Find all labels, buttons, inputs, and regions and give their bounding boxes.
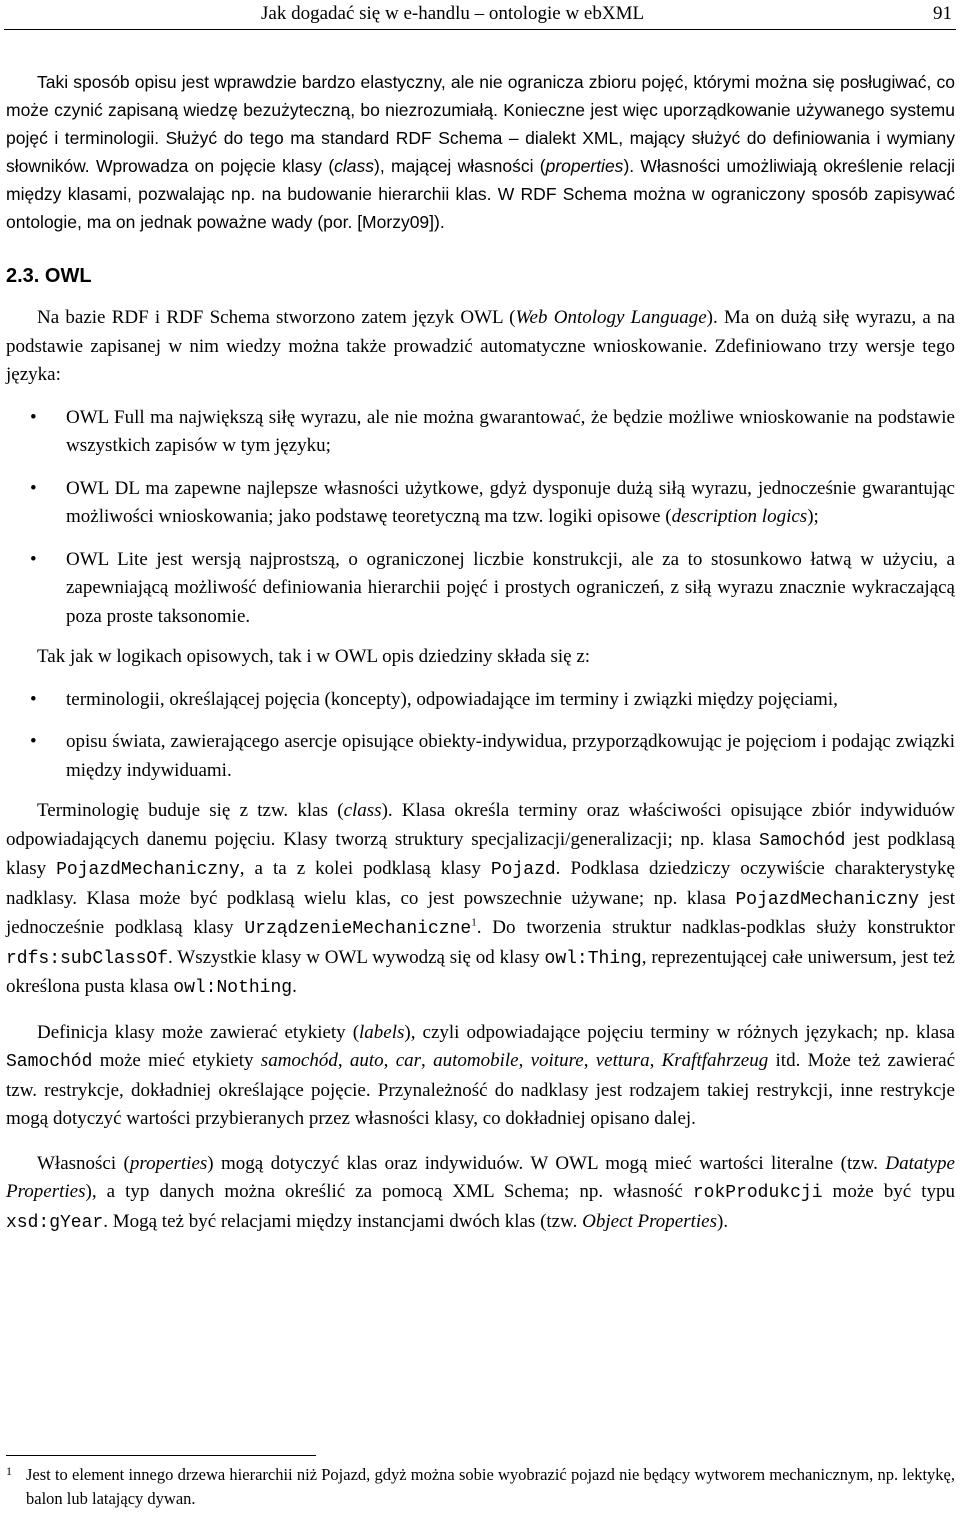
footnote-text: Jest to element innego drzewa hierarchii niż Pojazd, gdyż można sobie wyobrazić pojazd nie będący wytworem mechanicznym, np. lektykę, balon lub latający dywan. [26,1465,955,1508]
bullet: • [30,406,37,428]
terminology-paragraph: Terminologię buduje się z tzw. klas (class). Klasa określa terminy oraz właściwości opisujące zbiór indywiduów odpowiadających danemu pojęciu. Klasy tworzą struktury specjalizacji/generalizacji; np. klasa Samochód jest podklasą klasy PojazdMechaniczny, a ta z kolei podklasą klasy Pojazd. Podklasa dziedziczy oczywiście charakterystykę nadklasy. Klasa może być podklasą wielu klas, co jest powszechnie używane; np. klasa PojazdMechaniczny jest jednocześnie podklasą klasy UrządzenieMechaniczne$^1$. Do tworzenia struktur nadklas-podklas służy konstruktor rdfs:subClassOf. Wszystkie klasy w OWL wywodzą się od klasy owl:Thing, reprezentującej całe uniwersum, jest też określona pusta klasa owl:Nothing. [6,800,955,998]
footnote-reference: 1 [471,916,477,929]
owl-intro-paragraph: Na bazie RDF i RDF Schema stworzono zatem język OWL (Web Ontology Language). Ma on dużą siłę wyrazu, a na podstawie zapisanej w nim wiedzy można także prowadzić automatyczne wnioskowanie. Zdefiniowano trzy wersje tego języka: [6,307,955,385]
list-item: • terminologii, określającej pojęcia (koncepty), odpowiadające im terminy i związki między pojęciami, [6,686,955,715]
list-item: • OWL Full ma największą siłę wyrazu, ale nie można gwarantować, że będzie możliwe wnioskowanie na podstawie wszystkich zapisów w tym języku; [6,404,955,461]
bullet: • [30,548,37,570]
footnote-rule [6,1455,316,1456]
labels-paragraph: Definicja klasy może zawierać etykiety (labels), czyli odpowiadające pojęciu terminy w różnych językach; np. klasa Samochód może mieć etykiety samochód, auto, car, automobile, voiture, vettura, Kraftfahrzeug itd. Może też zawierać tzw. restrykcje, dokładniej określające pojęcie. Przynależność do nadklasy jest rodzajem takiej restrykcji, inne restrykcje mogą dotyczyć wartości przybieranych przez własności klasy, co dokładniej opisano dalej. [6,1021,956,1129]
bullet: • [30,731,37,752]
domain-intro-paragraph: Tak jak w logikach opisowych, tak i w OWL opis dziedziny składa się z: [37,646,591,667]
page-number: 91 [933,3,952,24]
list-item: • OWL DL ma zapewne najlepsze własności użytkowe, gdyż dysponuje dużą siłą wyrazu, jednocześnie gwarantując możliwości wnioskowania; jako podstawę teoretyczną ma tzw. logiki opisowe (description logics); [6,475,955,532]
header-rule [4,29,956,30]
list-item: • OWL Lite jest wersją najprostszą, o ograniczonej liczbie konstrukcji, ale za to stosunkowo łatwą w użyciu, a zapewniającą możliwość definiowania hierarchii pojęć i prostych ograniczeń, z siłą wyrazu znacznie wykraczającą poza proste taksonomie. [6,546,955,632]
footnote [6,1463,955,1511]
list-item: • opisu świata, zawierającego asercje opisujące obiekty-indywidua, przyporządkowując je pojęciom i podając związki między indywiduami. [6,728,955,785]
owl-variants-list [6,404,955,632]
header-title: Jak dogadać się w e-handlu – ontologie w ebXML [261,3,645,24]
bullet: • [30,477,37,499]
section-heading: 2.3. OWL [6,265,92,287]
running-header [0,0,960,29]
footnote-mark: 1 [6,1464,12,1478]
intro-paragraph: Taki sposób opisu jest wprawdzie bardzo elastyczny, ale nie ogranicza zbioru pojęć, którymi można się posługiwać, co może czynić zapisaną wiedzę bezużyteczną, bo niezrozumiałą. Konieczne jest więc uporządkowanie używanego systemu pojęć i terminologii. Służyć do tego ma standard RDF Schema – dialekt XML, mający służyć do definiowania i wymiany słowników. Wprowadza on pojęcie klasy (class), mającej własności (properties). Własności umożliwiają określenie relacji między klasami, pozwalając np. na budowanie hierarchii klas. W RDF Schema można w ograniczony sposób zapisywać ontologie, ma on jednak poważne wady (por. [Morzy09]). [6,72,955,232]
domain-list [6,686,955,786]
bullet: • [30,688,37,710]
main-content [6,68,955,1237]
properties-paragraph: Własności (properties) mogą dotyczyć klas oraz indywiduów. W OWL mogą mieć wartości literalne (tzw. Datatype Properties), a typ danych można określić za pomocą XML Schema; np. własność rokProdukcji może być typu xsd:gYear. Mogą też być relacjami między instancjami dwóch klas (tzw. Object Properties). [6,1152,955,1233]
